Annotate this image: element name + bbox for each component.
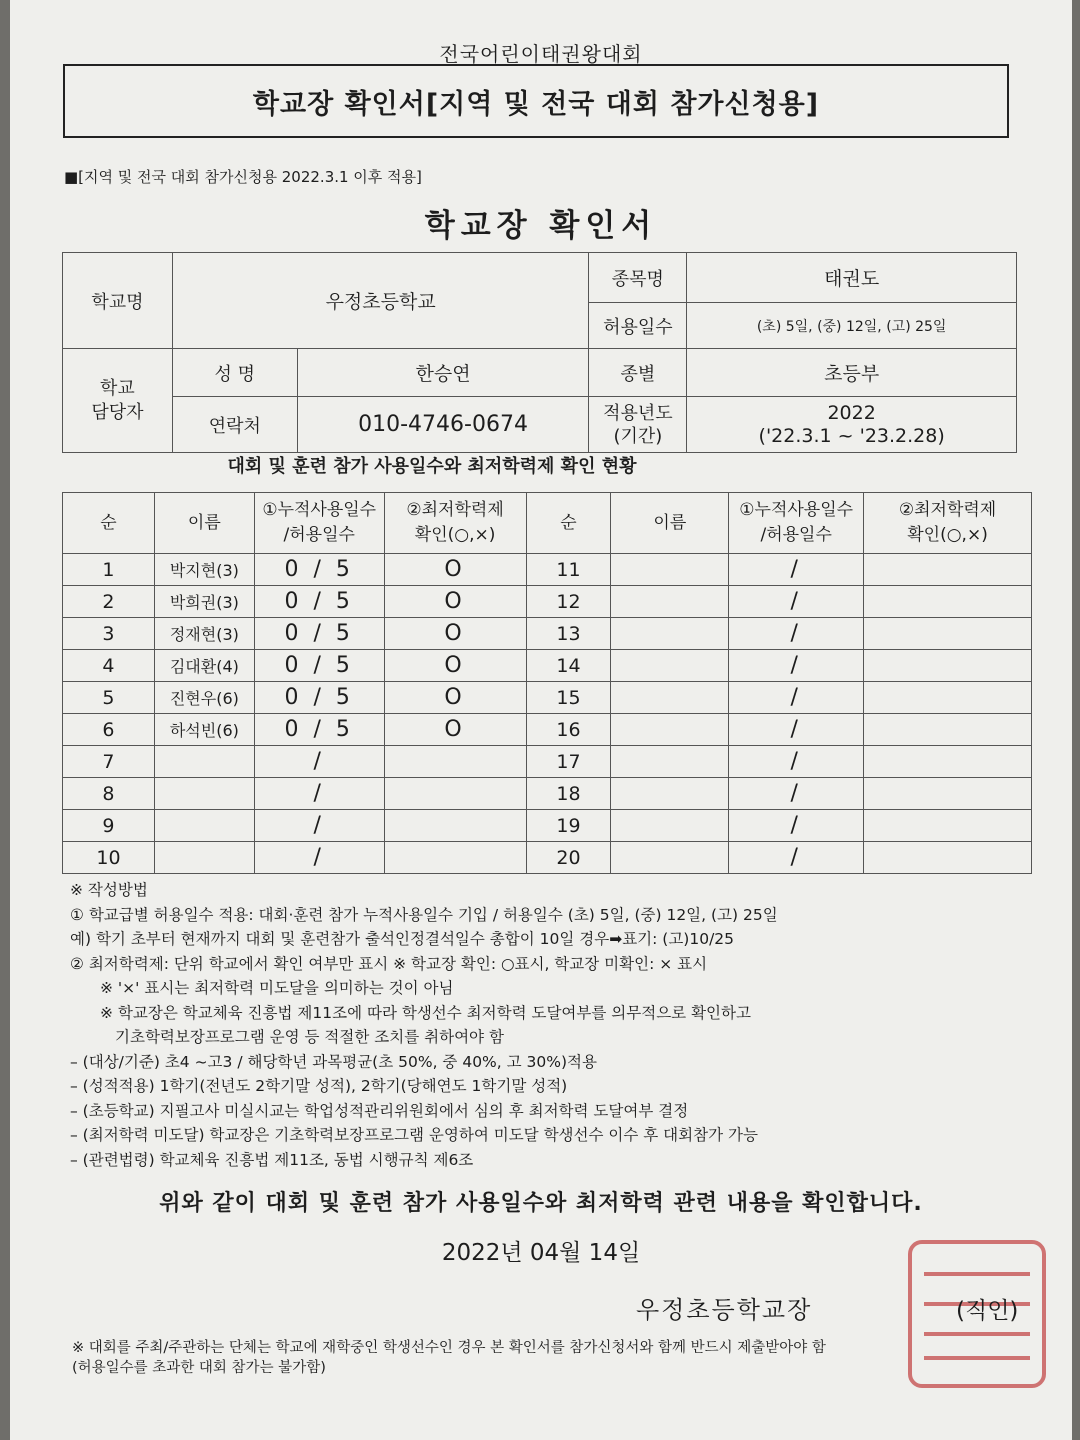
col-days-left: ①누적사용일수 /허용일수 (254, 493, 384, 554)
instruction-line: – (대상/기준) 초4 ~고3 / 해당학년 과목평균(초 50%, 중 40%, 고 30%)적용 (70, 1052, 597, 1071)
table-row (63, 810, 1032, 842)
instruction-line: ② 최저학력제: 단위 학교에서 확인 여부만 표시 ※ 학교장 확인: ○표시, 학교장 미확인: × 표시 (70, 954, 708, 973)
days-used: / (254, 778, 384, 810)
min-academic-check (864, 554, 1032, 586)
student-name: 김대환(4) (154, 650, 254, 682)
min-academic-check (864, 778, 1032, 810)
min-academic-check (384, 842, 526, 874)
days-used: / (729, 810, 864, 842)
col-name-left: 이름 (154, 493, 254, 554)
days-used: / (729, 842, 864, 874)
footer-line: ※ 대회를 주최/주관하는 단체는 학교에 재학중인 학생선수인 경우 본 확인서를 참가신청서와 함께 반드시 제출받아야 함 (72, 1340, 826, 1356)
row-no: 19 (526, 810, 611, 842)
seal-label: (직인) (956, 1298, 1019, 1324)
row-no: 14 (526, 650, 611, 682)
instruction-line: ※ 학교장은 학교체육 진흥법 제11조에 따라 학생선수 최저학력 도달여부를 의무적으로 확인하고 (100, 1003, 751, 1022)
days-used: / (254, 842, 384, 874)
instruction-line: ① 학교급별 허용일수 적용: 대회·훈련 참가 누적사용일수 기입 / 허용일수 (초) 5일, (중) 12일, (고) 25일 (70, 905, 778, 924)
manager-name-value: 한승연 (297, 349, 589, 397)
col-check-right: ②최저학력제 확인(○,×) (864, 493, 1032, 554)
allowed-days-label: 허용일수 (589, 303, 687, 349)
year-value: 2022 ('22.3.1 ~ '23.2.28) (687, 397, 1017, 453)
row-no: 7 (63, 746, 155, 778)
min-academic-check (384, 810, 526, 842)
student-name (611, 714, 729, 746)
min-academic-check: O (384, 682, 526, 714)
student-name (611, 746, 729, 778)
instructions (70, 878, 1050, 1172)
days-used: / (729, 586, 864, 618)
row-no: 5 (63, 682, 155, 714)
col-name-right: 이름 (611, 493, 729, 554)
days-used: 0 / 5 (254, 682, 384, 714)
days-used: / (254, 746, 384, 778)
min-academic-check (864, 618, 1032, 650)
min-academic-check: O (384, 554, 526, 586)
form-title: 학교장 확인서[지역 및 전국 대회 참가신청용] (252, 88, 820, 120)
table-row (63, 618, 1032, 650)
days-used: 0 / 5 (254, 714, 384, 746)
footer-line: (허용일수를 초과한 대회 참가는 불가함) (72, 1360, 326, 1376)
min-academic-check (864, 842, 1032, 874)
name-label: 성 명 (172, 349, 297, 397)
min-academic-check (384, 778, 526, 810)
principal-signature: 우정초등학교장 (636, 1296, 813, 1324)
student-name (611, 778, 729, 810)
student-name: 진현우(6) (154, 682, 254, 714)
row-no: 6 (63, 714, 155, 746)
instruction-line: – (성적적용) 1학기(전년도 2학기말 성적), 2학기(당해연도 1학기말 성적) (70, 1077, 568, 1095)
student-name: 하석빈(6) (154, 714, 254, 746)
days-used: / (729, 618, 864, 650)
days-used: 0 / 5 (254, 650, 384, 682)
school-name-value: 우정초등학교 (172, 253, 589, 349)
sport-value: 태권도 (687, 253, 1017, 303)
table-row (63, 586, 1032, 618)
row-no: 3 (63, 618, 155, 650)
instruction-line: – (최저학력 미도달) 학교장은 기초학력보장프로그램 운영하여 미도달 학생선수 이수 후 대회참가 가능 (70, 1126, 758, 1144)
section-title: 대회 및 훈련 참가 사용일수와 최저학력제 확인 현황 (227, 456, 637, 477)
min-academic-check (864, 810, 1032, 842)
student-name (611, 554, 729, 586)
school-info-table (62, 252, 1017, 453)
days-used: / (729, 650, 864, 682)
row-no: 2 (63, 586, 155, 618)
row-no: 10 (63, 842, 155, 874)
min-academic-check (864, 746, 1032, 778)
document-title: 학교장 확인서 (424, 208, 658, 244)
row-no: 15 (526, 682, 611, 714)
year-label: 적용년도 (기간) (589, 397, 687, 453)
days-used: 0 / 5 (254, 554, 384, 586)
student-name (611, 810, 729, 842)
student-name (611, 618, 729, 650)
row-no: 1 (63, 554, 155, 586)
sport-label: 종목명 (589, 253, 687, 303)
row-no: 16 (526, 714, 611, 746)
min-academic-check (864, 586, 1032, 618)
row-no: 13 (526, 618, 611, 650)
min-academic-check (384, 746, 526, 778)
col-no-right: 순 (526, 493, 611, 554)
row-no: 20 (526, 842, 611, 874)
student-name (154, 810, 254, 842)
days-used: / (729, 682, 864, 714)
table-row (63, 714, 1032, 746)
instruction-line: 기초학력보장프로그램 운영 등 적절한 조치를 취하여야 함 (115, 1028, 504, 1046)
school-name-label: 학교명 (63, 253, 173, 349)
col-days-right: ①누적사용일수 /허용일수 (729, 493, 864, 554)
min-academic-check (864, 650, 1032, 682)
min-academic-check: O (384, 618, 526, 650)
table-row (63, 842, 1032, 874)
row-no: 17 (526, 746, 611, 778)
participation-table (62, 492, 1032, 874)
student-name (611, 682, 729, 714)
document-page (10, 0, 1072, 1440)
student-name (154, 778, 254, 810)
days-used: / (729, 554, 864, 586)
instruction-line: – (관련법령) 학교체육 진흥법 제11조, 동법 시행규칙 제6조 (70, 1150, 474, 1169)
row-no: 12 (526, 586, 611, 618)
applicability-note: ■[지역 및 전국 대회 참가신청용 2022.3.1 이후 적용] (64, 168, 422, 186)
division-value: 초등부 (687, 349, 1017, 397)
student-name (611, 650, 729, 682)
min-academic-check: O (384, 586, 526, 618)
manager-label: 학교 담당자 (63, 349, 173, 453)
min-academic-check: O (384, 714, 526, 746)
student-name: 박희권(3) (154, 586, 254, 618)
table-row (63, 682, 1032, 714)
division-label: 종별 (589, 349, 687, 397)
days-used: 0 / 5 (254, 618, 384, 650)
table-row (63, 650, 1032, 682)
student-name (611, 842, 729, 874)
row-no: 4 (63, 650, 155, 682)
organizer-name: 전국어린이태권왕대회 (439, 42, 643, 66)
instruction-line: 예) 학기 초부터 현재까지 대회 및 훈련참가 출석인정결석일수 총합이 10일 경우➡표기: (고)10/25 (70, 930, 735, 948)
col-check-left: ②최저학력제 확인(○,×) (384, 493, 526, 554)
days-used: / (254, 810, 384, 842)
days-used: 0 / 5 (254, 586, 384, 618)
contact-value: 010-4746-0674 (297, 397, 589, 453)
table-row (63, 554, 1032, 586)
student-name (154, 746, 254, 778)
min-academic-check (864, 682, 1032, 714)
student-name: 박지현(3) (154, 554, 254, 586)
confirmation-statement: 위와 같이 대회 및 훈련 참가 사용일수와 최저학력 관련 내용을 확인합니다. (159, 1191, 923, 1216)
allowed-days-value: (초) 5일, (중) 12일, (고) 25일 (687, 303, 1017, 349)
col-no-left: 순 (63, 493, 155, 554)
days-used: / (729, 714, 864, 746)
student-name (611, 586, 729, 618)
contact-label: 연락처 (172, 397, 297, 453)
table-header-row (63, 493, 1032, 554)
row-no: 11 (526, 554, 611, 586)
table-row (63, 746, 1032, 778)
issue-date: 2022년 04월 14일 (441, 1240, 641, 1266)
row-no: 18 (526, 778, 611, 810)
min-academic-check (864, 714, 1032, 746)
row-no: 8 (63, 778, 155, 810)
days-used: / (729, 746, 864, 778)
days-used: / (729, 778, 864, 810)
row-no: 9 (63, 810, 155, 842)
form-title-box (63, 64, 1009, 138)
instructions-heading: ※ 작성방법 (70, 881, 148, 899)
student-name: 정재현(3) (154, 618, 254, 650)
instruction-line: – (초등학교) 지필고사 미실시교는 학업성적관리위원회에서 심의 후 최저학력 도달여부 결정 (70, 1101, 689, 1120)
min-academic-check: O (384, 650, 526, 682)
footer-note (72, 1338, 1052, 1378)
instruction-line: ※ '×' 표시는 최저학력 미도달을 의미하는 것이 아님 (100, 979, 454, 997)
table-row (63, 778, 1032, 810)
student-name (154, 842, 254, 874)
